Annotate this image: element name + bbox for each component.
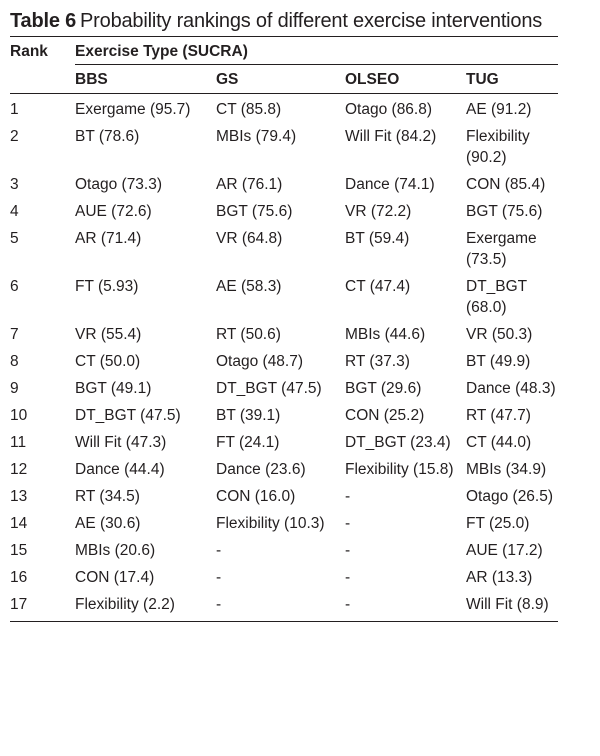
table-row bbox=[10, 537, 558, 564]
rank-cell: 7 bbox=[10, 326, 19, 343]
cell-bbs: AUE (72.6) bbox=[75, 203, 152, 220]
table-row bbox=[10, 123, 558, 171]
cell-bbs: FT (5.93) bbox=[75, 278, 139, 295]
rank-header-spacer bbox=[10, 65, 75, 94]
table-row bbox=[10, 273, 558, 321]
table-row bbox=[10, 321, 558, 348]
cell-tug: AUE (17.2) bbox=[466, 542, 543, 559]
rank-cell: 8 bbox=[10, 353, 19, 370]
rank-cell: 1 bbox=[10, 101, 19, 118]
cell-bbs: AE (30.6) bbox=[75, 515, 141, 532]
table-row bbox=[10, 94, 558, 124]
cell-tug: Dance (48.3) bbox=[466, 380, 556, 397]
cell-gs: Otago (48.7) bbox=[216, 353, 304, 370]
cell-gs: AR (76.1) bbox=[216, 176, 283, 193]
table-row bbox=[10, 429, 558, 456]
rank-cell: 11 bbox=[10, 434, 27, 451]
cell-bbs: Otago (73.3) bbox=[75, 176, 163, 193]
rank-cell: 10 bbox=[10, 407, 28, 424]
rank-cell: 17 bbox=[10, 596, 28, 613]
cell-gs: AE (58.3) bbox=[216, 278, 282, 295]
cell-bbs: BT (78.6) bbox=[75, 128, 140, 145]
cell-tug: Otago (26.5) bbox=[466, 488, 554, 505]
cell-olseo: CT (47.4) bbox=[345, 278, 411, 295]
cell-gs: CON (16.0) bbox=[216, 488, 296, 505]
cell-bbs: MBIs (20.6) bbox=[75, 542, 156, 559]
table-row bbox=[10, 375, 558, 402]
table-row bbox=[10, 225, 558, 273]
cell-olseo: BGT (29.6) bbox=[345, 380, 422, 397]
table-row bbox=[10, 456, 558, 483]
table-row bbox=[10, 564, 558, 591]
rank-cell: 3 bbox=[10, 176, 19, 193]
sucra-rankings-table bbox=[10, 36, 558, 622]
cell-bbs: CON (17.4) bbox=[75, 569, 155, 586]
cell-tug: BT (49.9) bbox=[466, 353, 531, 370]
exercise-type-group-header: Exercise Type (SUCRA) bbox=[75, 37, 558, 65]
cell-gs: - bbox=[216, 542, 222, 559]
cell-tug: CON (85.4) bbox=[466, 176, 546, 193]
table-row bbox=[10, 510, 558, 537]
cell-olseo: Flexibility (15.8) bbox=[345, 461, 454, 478]
cell-gs: - bbox=[216, 596, 222, 613]
cell-gs: CT (85.8) bbox=[216, 101, 282, 118]
cell-gs: - bbox=[216, 569, 222, 586]
cell-tug: AE (91.2) bbox=[466, 101, 532, 118]
rank-cell: 14 bbox=[10, 515, 28, 532]
rank-cell: 2 bbox=[10, 128, 19, 145]
cell-bbs: RT (34.5) bbox=[75, 488, 140, 505]
table-row bbox=[10, 483, 558, 510]
cell-tug: Will Fit (8.9) bbox=[466, 596, 549, 613]
cell-olseo: Dance (74.1) bbox=[345, 176, 435, 193]
cell-olseo: - bbox=[345, 542, 351, 559]
cell-gs: Dance (23.6) bbox=[216, 461, 306, 478]
cell-gs: BT (39.1) bbox=[216, 407, 281, 424]
cell-bbs: Flexibility (2.2) bbox=[75, 596, 175, 613]
document-page bbox=[10, 8, 558, 622]
cell-bbs: AR (71.4) bbox=[75, 230, 142, 247]
table-row bbox=[10, 348, 558, 375]
cell-olseo: - bbox=[345, 596, 351, 613]
rank-column-header: Rank bbox=[10, 43, 48, 60]
table-row bbox=[10, 402, 558, 429]
rank-cell: 15 bbox=[10, 542, 28, 559]
cell-olseo: Will Fit (84.2) bbox=[345, 128, 437, 145]
table-caption bbox=[10, 8, 558, 36]
rank-cell: 12 bbox=[10, 461, 28, 478]
cell-bbs: DT_BGT (47.5) bbox=[75, 407, 181, 424]
cell-olseo: RT (37.3) bbox=[345, 353, 410, 370]
table-row bbox=[10, 198, 558, 225]
cell-bbs: BGT (49.1) bbox=[75, 380, 152, 397]
cell-tug: CT (44.0) bbox=[466, 434, 532, 451]
cell-olseo: CON (25.2) bbox=[345, 407, 425, 424]
cell-gs: VR (64.8) bbox=[216, 230, 283, 247]
column-header-bbs: BBS bbox=[75, 65, 216, 94]
cell-tug: MBIs (34.9) bbox=[466, 461, 547, 478]
cell-olseo: - bbox=[345, 488, 351, 505]
cell-tug: DT_BGT (68.0) bbox=[466, 278, 527, 316]
cell-tug: FT (25.0) bbox=[466, 515, 530, 532]
cell-gs: RT (50.6) bbox=[216, 326, 281, 343]
cell-olseo: - bbox=[345, 515, 351, 532]
cell-tug: VR (50.3) bbox=[466, 326, 533, 343]
cell-bbs: Dance (44.4) bbox=[75, 461, 165, 478]
cell-olseo: DT_BGT (23.4) bbox=[345, 434, 451, 451]
cell-olseo: BT (59.4) bbox=[345, 230, 410, 247]
cell-gs: Flexibility (10.3) bbox=[216, 515, 325, 532]
cell-tug: Exergame (73.5) bbox=[466, 230, 537, 268]
cell-gs: BGT (75.6) bbox=[216, 203, 293, 220]
cell-gs: FT (24.1) bbox=[216, 434, 280, 451]
column-header-gs: GS bbox=[216, 65, 345, 94]
table-body bbox=[10, 94, 558, 622]
column-header-olseo: OLSEO bbox=[345, 65, 466, 94]
column-header-tug: TUG bbox=[466, 65, 558, 94]
rank-cell: 6 bbox=[10, 278, 19, 295]
cell-tug: Flexibility (90.2) bbox=[466, 128, 530, 166]
cell-olseo: VR (72.2) bbox=[345, 203, 412, 220]
cell-olseo: - bbox=[345, 569, 351, 586]
table-row bbox=[10, 591, 558, 622]
cell-gs: MBIs (79.4) bbox=[216, 128, 297, 145]
cell-bbs: CT (50.0) bbox=[75, 353, 141, 370]
cell-bbs: Exergame (95.7) bbox=[75, 101, 191, 118]
table-caption-text: Probability rankings of different exercise interventions bbox=[80, 10, 543, 32]
rank-cell: 13 bbox=[10, 488, 28, 505]
cell-tug: BGT (75.6) bbox=[466, 203, 543, 220]
cell-tug: AR (13.3) bbox=[466, 569, 533, 586]
table-row bbox=[10, 171, 558, 198]
cell-bbs: Will Fit (47.3) bbox=[75, 434, 167, 451]
rank-cell: 9 bbox=[10, 380, 19, 397]
cell-gs: DT_BGT (47.5) bbox=[216, 380, 322, 397]
table-caption-label: Table 6 bbox=[10, 10, 77, 32]
rank-cell: 16 bbox=[10, 569, 28, 586]
rank-cell: 4 bbox=[10, 203, 19, 220]
rank-cell: 5 bbox=[10, 230, 19, 247]
cell-olseo: MBIs (44.6) bbox=[345, 326, 426, 343]
cell-olseo: Otago (86.8) bbox=[345, 101, 433, 118]
cell-tug: RT (47.7) bbox=[466, 407, 531, 424]
cell-bbs: VR (55.4) bbox=[75, 326, 142, 343]
